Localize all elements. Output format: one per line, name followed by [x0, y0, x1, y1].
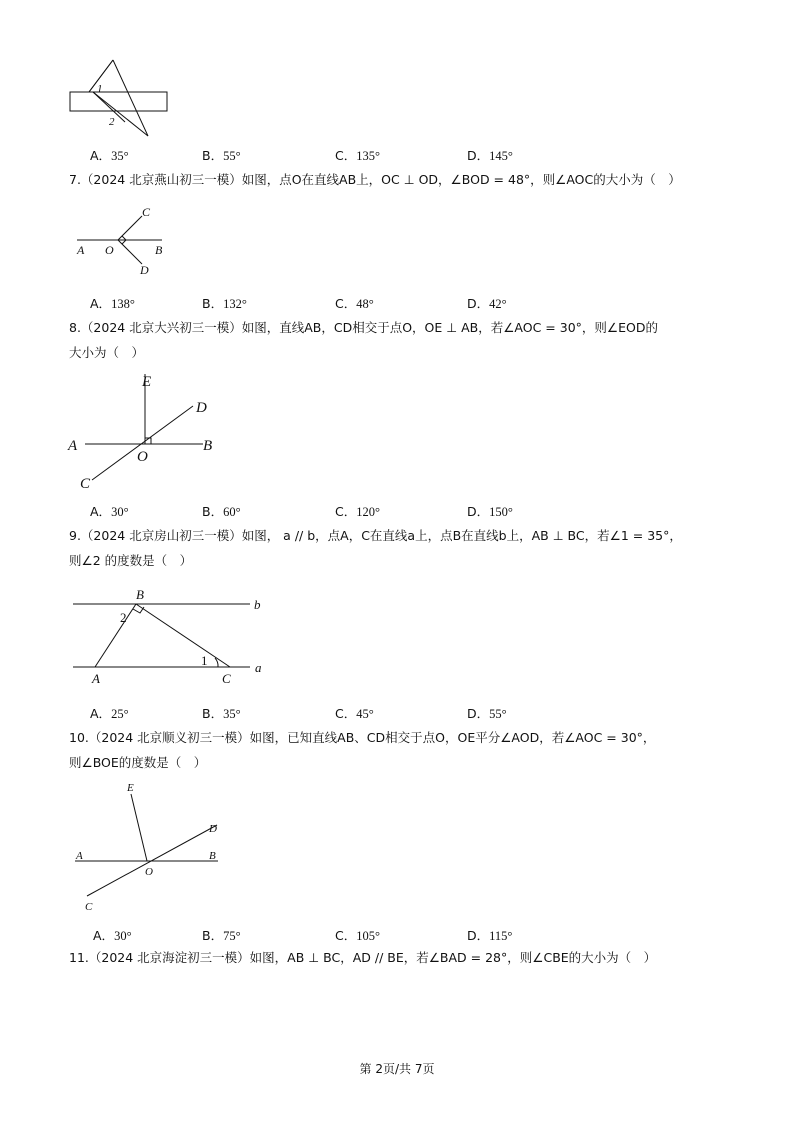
q8-label-c: C [80, 476, 91, 492]
q10-option-a[interactable]: A．30° [93, 928, 132, 943]
q10-text-line1: 10.（2024 北京顺义初三一模）如图，已知直线AB、CD相交于点O，OE平分∠AOD，若∠AOC = 30°， [69, 730, 656, 745]
q7-text: 7.（2024 北京燕山初三一模）如图，点O在直线AB上，OC ⊥ OD，∠BOD = 48°，则∠AOC的大小为（ ） [69, 172, 681, 187]
q9-text-line2: 则∠2 的度数是（ ） [69, 553, 193, 568]
q10-label-d: D [209, 823, 217, 835]
q10-label-e: E [127, 782, 134, 794]
q9-option-b[interactable]: B．35° [202, 706, 241, 721]
q8-label-o: O [137, 449, 148, 465]
q9-label-a-line: a [255, 660, 262, 675]
q10-option-b[interactable]: B．75° [202, 928, 241, 943]
q8-option-d[interactable]: D．150° [467, 504, 513, 519]
q8-option-c[interactable]: C．120° [335, 504, 380, 519]
q6-option-b[interactable]: B．55° [202, 148, 241, 163]
q10-label-a: A [76, 850, 83, 862]
q8-label-b: B [203, 438, 213, 454]
q7-label-d: D [140, 263, 149, 277]
q9-label-a-point: A [92, 671, 100, 686]
q9-option-a[interactable]: A．25° [90, 706, 129, 721]
q8-figure [65, 370, 225, 495]
q9-option-d[interactable]: D．55° [467, 706, 507, 721]
q7-option-a[interactable]: A．138° [90, 296, 135, 311]
q9-option-c[interactable]: C．45° [335, 706, 374, 721]
q8-label-a: A [68, 438, 78, 454]
q10-label-c: C [85, 901, 93, 913]
q7-option-d[interactable]: D．42° [467, 296, 507, 311]
q8-option-a[interactable]: A．30° [90, 504, 129, 519]
q7-label-b: B [155, 243, 163, 257]
q9-label-c-point: C [222, 671, 231, 686]
q9-label-2: 2 [120, 610, 127, 625]
q8-label-e: E [142, 374, 152, 390]
q7-label-c: C [142, 205, 151, 219]
q7-option-c[interactable]: C．48° [335, 296, 374, 311]
q9-label-b-line: b [254, 597, 261, 612]
q10-figure [72, 780, 232, 915]
q11-text: 11.（2024 北京海淀初三一模）如图，AB ⊥ BC，AD // BE，若∠BAD = 28°，则∠CBE的大小为（ ） [69, 950, 657, 965]
q8-text-line1: 8.（2024 北京大兴初三一模）如图，直线AB，CD相交于点O，OE ⊥ AB，若∠AOC = 30°，则∠EOD的 [69, 320, 658, 335]
q6-figure [65, 52, 180, 142]
q8-label-d: D [196, 400, 207, 416]
q6-option-d[interactable]: D．145° [467, 148, 513, 163]
q6-option-a[interactable]: A．35° [90, 148, 129, 163]
q9-label-b-point: B [136, 587, 144, 602]
q6-option-c[interactable]: C．135° [335, 148, 380, 163]
q8-text-line2: 大小为（ ） [69, 345, 145, 360]
q10-label-o: O [145, 866, 153, 878]
q6-label-1: 1 [97, 83, 103, 95]
page-footer: 第 2页/共 7页 [359, 1062, 435, 1076]
q8-option-b[interactable]: B．60° [202, 504, 241, 519]
q7-option-b[interactable]: B．132° [202, 296, 247, 311]
q6-label-2: 2 [109, 116, 115, 128]
q7-label-a: A [77, 243, 85, 257]
q9-figure [70, 585, 275, 690]
q7-label-o: O [105, 243, 114, 257]
q10-label-b: B [209, 850, 216, 862]
q10-option-c[interactable]: C．105° [335, 928, 380, 943]
q9-text-line1: 9.（2024 北京房山初三一模）如图， a // b，点A，C在直线a上，点B在直线b上，AB ⊥ BC，若∠1 = 35°， [69, 528, 682, 543]
q10-option-d[interactable]: D．115° [467, 928, 513, 943]
q9-label-1: 1 [201, 653, 208, 668]
q10-text-line2: 则∠BOE的度数是（ ） [69, 755, 207, 770]
q7-figure [72, 202, 172, 282]
